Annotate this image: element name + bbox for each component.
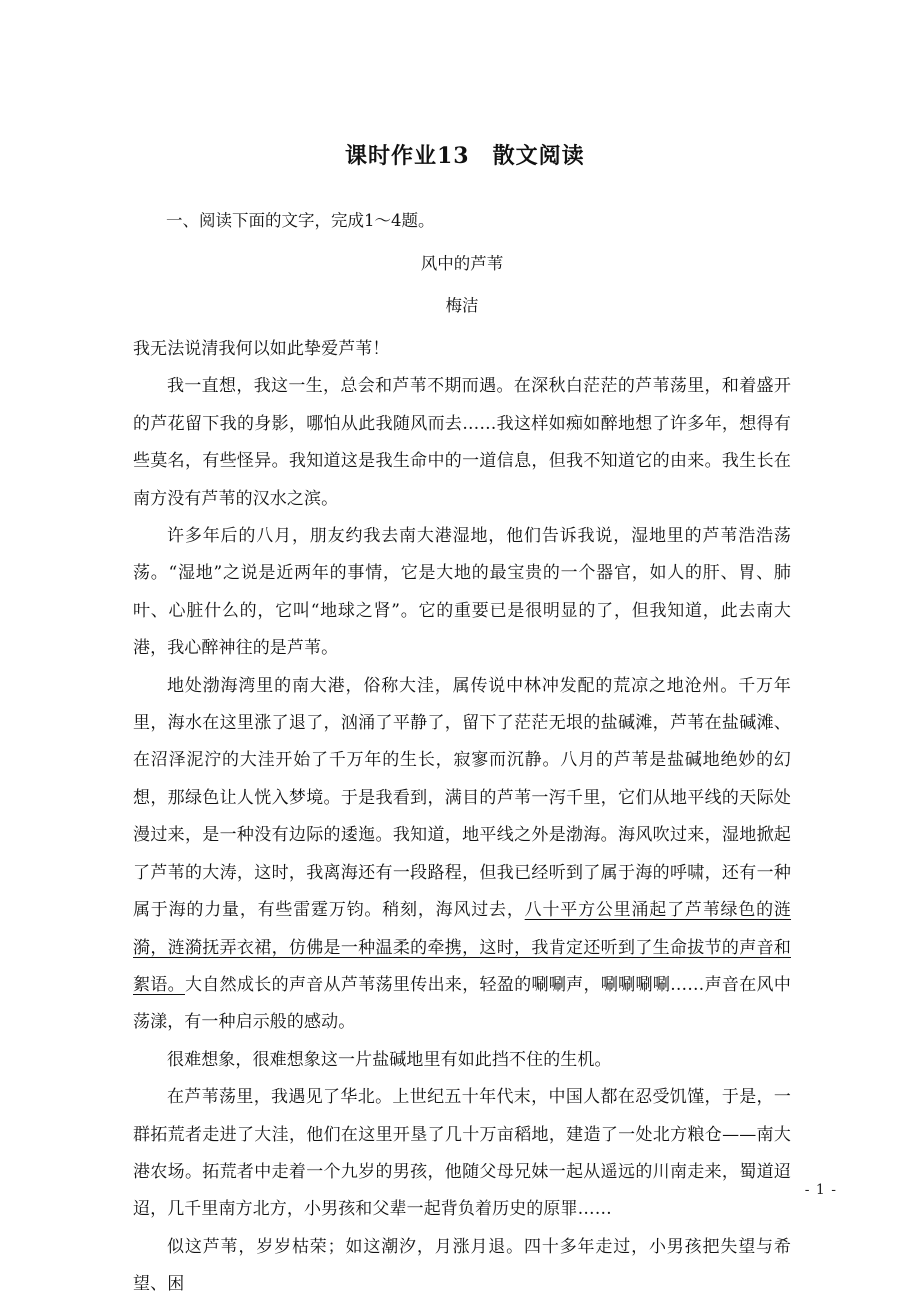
paragraph-6: 在芦苇荡里，我遇见了华北。上世纪五十年代末，中国人都在忍受饥馑，于是，一群拓荒者走进了大洼，他们在这里开垦了几十万亩稻地，建造了一处北方粮仓——南大港农场。拓荒者中走着一个九岁的男孩，他随父母兄妹一起从遥远的川南走来，蜀道迢迢，几千里南方北方，小男孩和父辈一起背负着历史的原罪…… (133, 1087, 791, 1220)
paragraph-text-run: 地处渤海湾里的南大港，俗称大洼，属传说中林冲发配的荒凉之地沧州。千万年里，海水在这里涨了退了，汹涌了平静了，留下了茫茫无垠的盐碱滩，芦苇在盐碱滩、在沼泽泥泞的大洼开始了千万年的生长，寂寥而沉静。八月的芦苇是盐碱地绝妙的幻想，那绿色让人恍入梦境。于是我看到，满目的芦苇一泻千里，它们从地平线的天际处漫过来，是一种没有边际的逶迤。我知道，地平线之外是渤海。海风吹过来，湿地掀起了芦苇的大涛，这时，我离海还有一段路程，但我已经听到了属于海的呼啸，还有一种属于海的力量，有些雷霆万钧。稍刻，海风过去， (133, 675, 791, 921)
underlined-passage-text: 八十平方公里涌起了芦苇绿色的涟漪，涟漪抚弄衣裙，仿佛是一种温柔的牵携，这时，我肯定还听到了生命拔节的声音和絮语。 (133, 900, 792, 995)
page-content (133, 0, 791, 1302)
paragraph-text-run: 大自然成长的声音从芦苇荡里传出来，轻盈的唰唰声，唰唰唰唰……声音在风中荡漾，有一种启示般的感动。 (133, 974, 791, 1033)
paragraph-3: 许多年后的八月，朋友约我去南大港湿地，他们告诉我说，湿地里的芦苇浩浩荡荡。“湿地”之说是近两年的事情，它是大地的最宝贵的一个器官，如人的肝、胃、肺叶、心脏什么的，它叫“地球之肾”。它的重要已是很明显的了，但我知道，此去南大港，我心醉神往的是芦苇。 (133, 526, 791, 659)
passage-author: 梅洁 (445, 296, 479, 315)
page-title: 课时作业13 散文阅读 (345, 143, 585, 169)
page-number: - 1 - (804, 1182, 837, 1198)
paragraph-4 (133, 668, 791, 1042)
section-instruction: 一、阅读下面的文字，完成1～4题。 (166, 211, 435, 230)
passage-title: 风中的芦苇 (420, 254, 504, 273)
paragraph-1: 我无法说清我何以如此挚爱芦苇！ (133, 339, 390, 359)
paragraph-2: 我一直想，我这一生，总会和芦苇不期而遇。在深秋白茫茫的芦苇荡里，和着盛开的芦花留下我的身影，哪怕从此我随风而去……我这样如痴如醉地想了许多年，想得有些莫名，有些怪异。我知道这是我生命中的一道信息，但我不知道它的由来。我生长在南方没有芦苇的汉水之滨。 (133, 376, 791, 509)
paragraph-5: 很难想象，很难想象这一片盐碱地里有如此挡不住的生机。 (167, 1049, 612, 1070)
paragraph-7: 似这芦苇，岁岁枯荣；如这潮汐，月涨月退。四十多年走过，小男孩把失望与希望、困 (133, 1236, 791, 1295)
